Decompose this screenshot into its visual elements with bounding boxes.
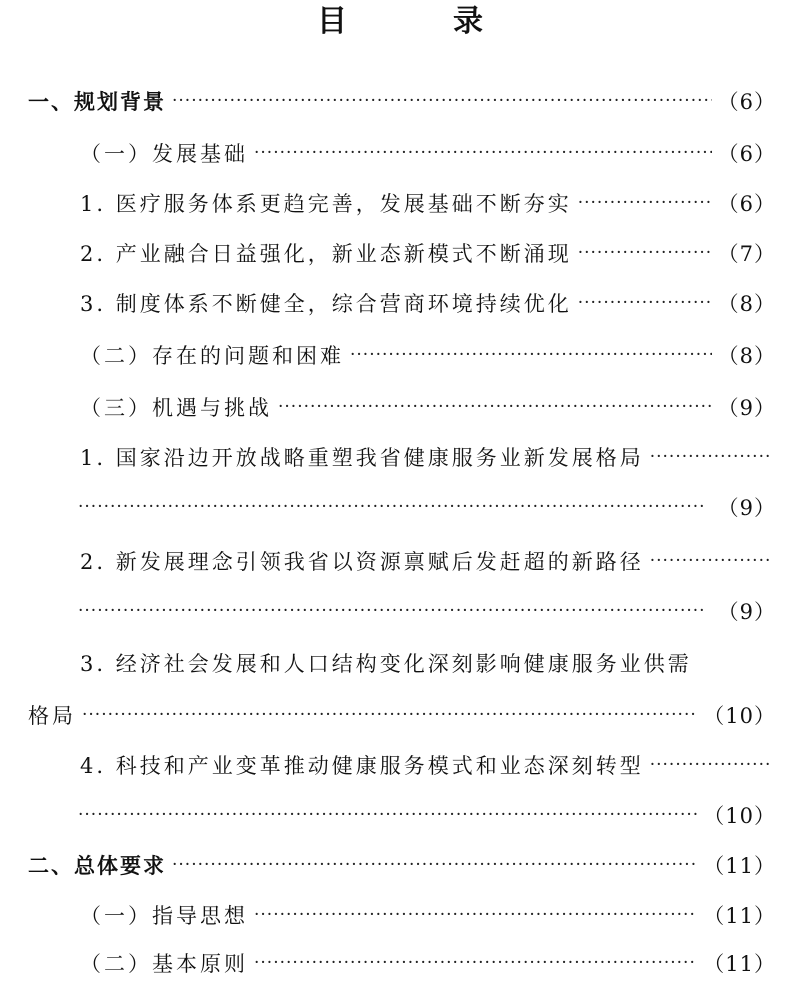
toc-page-number: （10） <box>703 704 776 728</box>
toc-page-number: （7） <box>717 242 776 266</box>
toc-entry-continuation <box>28 698 776 732</box>
leader-dots <box>78 807 697 824</box>
toc-page-number: （11） <box>703 904 776 928</box>
leader-dots <box>578 195 712 212</box>
toc-entry-text: 1. 医疗服务体系更趋完善，发展基础不断夯实 <box>80 192 572 216</box>
leader-dots <box>78 499 712 516</box>
leader-dots <box>650 553 770 570</box>
toc-page-number: （8） <box>717 292 776 316</box>
leader-dots <box>650 449 770 466</box>
toc-entry[interactable] <box>80 338 776 372</box>
leader-dots <box>78 603 712 620</box>
toc-entry-text: 3. 制度体系不断健全，综合营商环境持续优化 <box>80 292 572 316</box>
toc-entry-continuation <box>28 594 776 628</box>
toc-page-number: （9） <box>717 496 776 520</box>
toc-page-number: （6） <box>717 192 776 216</box>
toc-page-number: （6） <box>717 142 776 166</box>
leader-dots <box>82 707 697 724</box>
toc-entry-text: 3. 经济社会发展和人口结构变化深刻影响健康服务业供需 <box>80 652 692 676</box>
leader-dots <box>278 399 712 416</box>
toc-page-number: （10） <box>703 804 776 828</box>
leader-dots <box>578 295 712 312</box>
toc-entry-text: 2. 产业融合日益强化，新业态新模式不断涌现 <box>80 242 572 266</box>
toc-entry[interactable] <box>28 84 776 118</box>
toc-entry[interactable] <box>80 946 776 980</box>
toc-entry[interactable] <box>28 848 776 882</box>
leader-dots <box>650 757 770 774</box>
toc-entry-text: （二）基本原则 <box>80 952 248 976</box>
toc-entry-text: （二）存在的问题和困难 <box>80 344 344 368</box>
leader-dots <box>254 955 697 972</box>
toc-entry[interactable] <box>80 646 776 680</box>
leader-dots <box>578 245 712 262</box>
toc-entry[interactable] <box>80 390 776 424</box>
leader-dots <box>172 93 712 110</box>
toc-entry-text: 格局 <box>28 704 76 728</box>
toc-entry-text: 1. 国家沿边开放战略重塑我省健康服务业新发展格局 <box>80 446 644 470</box>
toc-entry-text: （一）发展基础 <box>80 142 248 166</box>
toc-entry-text: 二、总体要求 <box>28 854 166 878</box>
toc-entry-text: 4. 科技和产业变革推动健康服务模式和业态深刻转型 <box>80 754 644 778</box>
leader-dots <box>254 907 697 924</box>
toc-entry[interactable] <box>80 236 776 270</box>
toc-entry[interactable] <box>80 186 776 220</box>
toc-entry[interactable] <box>80 544 776 578</box>
toc-page-number: （11） <box>703 854 776 878</box>
toc-entry-text: （一）指导思想 <box>80 904 248 928</box>
page-title: 目 录 <box>317 4 521 39</box>
toc-entry[interactable] <box>80 136 776 170</box>
toc-entry-continuation <box>28 798 776 832</box>
leader-dots <box>172 857 697 874</box>
toc-entry[interactable] <box>80 748 776 782</box>
toc-page-number: （6） <box>717 90 776 114</box>
toc-entry-text: （三）机遇与挑战 <box>80 396 272 420</box>
toc-page-number: （8） <box>717 344 776 368</box>
leader-dots <box>254 145 712 162</box>
toc-entry[interactable] <box>80 898 776 932</box>
toc-entry-continuation <box>28 490 776 524</box>
toc-entry-text: 一、规划背景 <box>28 90 166 114</box>
toc-page-number: （9） <box>717 396 776 420</box>
toc-entry-text: 2. 新发展理念引领我省以资源禀赋后发赶超的新路径 <box>80 550 644 574</box>
toc-page-number: （11） <box>703 952 776 976</box>
leader-dots <box>350 347 712 364</box>
toc-page-number: （9） <box>717 600 776 624</box>
toc-entry[interactable] <box>80 440 776 474</box>
toc-entry[interactable] <box>80 286 776 320</box>
